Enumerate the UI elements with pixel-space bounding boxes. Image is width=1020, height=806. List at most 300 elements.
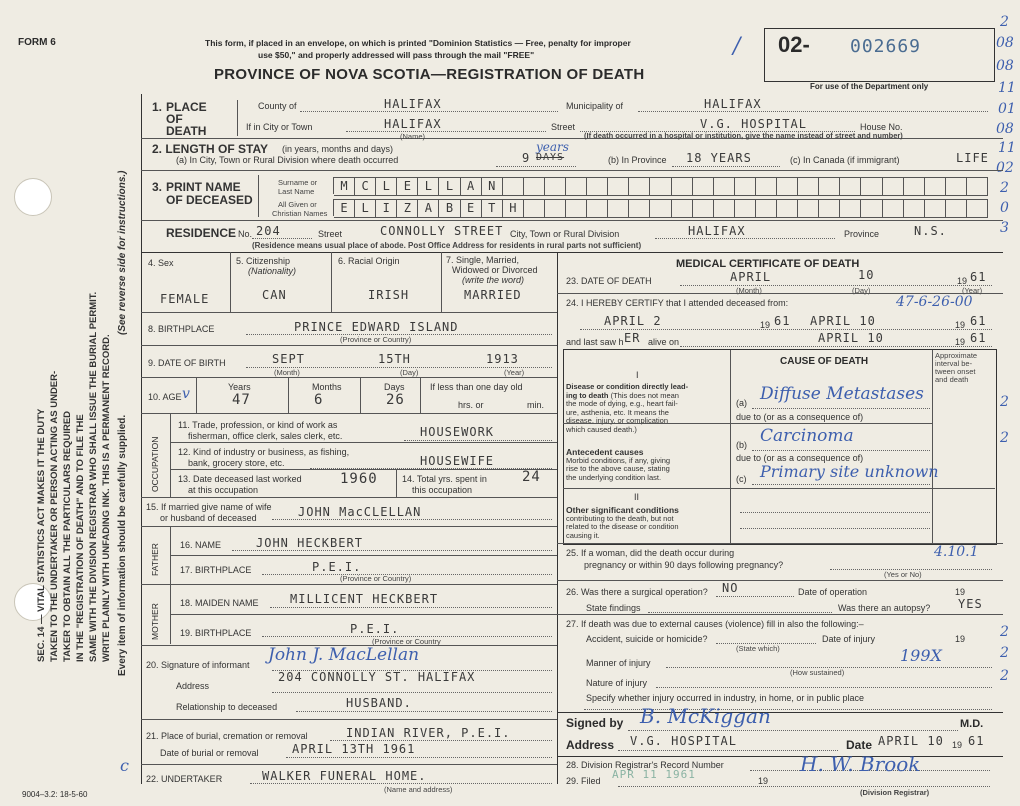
letter-box	[650, 199, 671, 218]
other-line: Other significant conditions	[566, 505, 679, 515]
letter-box: N	[482, 177, 503, 196]
residence-province: N.S.	[914, 224, 947, 238]
informant-signature: John J. MacLellan	[268, 645, 420, 665]
letter-box	[672, 199, 693, 218]
autopsy-label: Was there an autopsy?	[838, 603, 931, 613]
injury-date-label: Date of injury	[822, 634, 876, 644]
q25-label: pregnancy or within 90 days following pregnancy?	[584, 560, 784, 570]
stay-a-value: 9	[522, 151, 531, 165]
section-rule	[141, 220, 1003, 221]
due-to-b: due to (or as a consequence of)	[736, 453, 864, 463]
notice-line: WRITE PLAINLY WITH UNFADING INK. THIS IS A PERMANENT RECORD.	[101, 334, 112, 662]
row-rule	[141, 719, 557, 720]
house-label: House No.	[860, 122, 903, 132]
residence-province-label: Province	[844, 229, 880, 239]
margin-code: 02	[996, 160, 1014, 176]
row-rule	[557, 614, 1003, 615]
row-rule	[170, 442, 557, 443]
residence-note: (Residence means usual place of abode. Post Office Address for residents in rural parts not sufficient)	[252, 241, 642, 250]
margin-code: 08	[996, 35, 1014, 51]
father-prov-caption: (Province or Country)	[340, 574, 412, 583]
other-line: contributing to the death, but not	[566, 513, 674, 523]
letter-box: A	[418, 199, 439, 218]
letter-box	[756, 199, 777, 218]
stay-a-label: (a) In City, Town or Rural Division where death occurred	[176, 155, 399, 165]
autopsy-value: YES	[958, 597, 983, 611]
cell-divider	[196, 377, 197, 413]
letter-box: L	[439, 177, 460, 196]
years-label: Years	[228, 382, 251, 392]
death-year-prefix: 19	[957, 276, 968, 286]
mother-prov-caption: (Province or Country	[372, 637, 441, 646]
fill-line	[618, 786, 990, 787]
row-rule	[141, 312, 557, 313]
age-years: 47	[232, 392, 251, 408]
operation-date-label: Date of operation	[798, 587, 868, 597]
residence-label: RESIDENCE	[166, 226, 237, 240]
row-rule	[141, 584, 557, 585]
fill-line	[346, 131, 546, 132]
row-rule	[141, 526, 557, 527]
fill-line	[752, 408, 930, 409]
margin-code: 11	[998, 80, 1016, 96]
row-rule	[170, 555, 557, 556]
department-use-note: For use of the Department only	[810, 82, 929, 91]
mother-birthplace-label: 19. BIRTHPLACE	[180, 628, 252, 638]
name-label: PRINT NAME	[166, 180, 241, 194]
reverse-side-note: (See reverse side for instructions.)	[117, 170, 128, 335]
hand-199x: 199X	[900, 646, 942, 665]
given-label: Christian Names	[272, 209, 328, 218]
birthplace-value: PRINCE EDWARD ISLAND	[294, 320, 459, 334]
letter-box: M	[334, 177, 355, 196]
sex-value: FEMALE	[160, 292, 210, 306]
undertaker-caption: (Name and address)	[384, 785, 453, 794]
fill-line	[740, 512, 930, 513]
age-check: v	[182, 386, 190, 402]
letter-box	[904, 177, 925, 196]
margin-code: 2	[1000, 14, 1009, 30]
dob-day: 15TH	[378, 352, 411, 366]
cell-divider	[360, 377, 361, 413]
min-label: min.	[527, 400, 545, 410]
dob-month-caption: (Month)	[274, 368, 300, 377]
row-rule	[170, 469, 557, 470]
age-months: 6	[314, 392, 324, 408]
alive-on-label: alive on	[648, 337, 680, 347]
letter-box	[861, 177, 882, 196]
father-birthplace: P.E.I.	[312, 560, 362, 574]
antecedent-line: the underlying condition last.	[566, 472, 662, 482]
attend-to-prefix: 19	[955, 320, 966, 330]
institution-value: V.G. HOSPITAL	[700, 117, 807, 131]
fill-line	[250, 783, 552, 784]
street-label: Street	[551, 122, 576, 132]
fill-line	[628, 730, 958, 731]
letter-box	[629, 177, 650, 196]
mother-birthplace: P.E.I.	[350, 622, 400, 636]
fill-line	[740, 528, 930, 529]
fill-line	[300, 111, 558, 112]
disease-line: which caused death.)	[566, 424, 637, 434]
yes-no-caption: (Yes or No)	[884, 570, 922, 579]
md-label: M.D.	[960, 718, 984, 730]
death-date-label: 23. DATE OF DEATH	[566, 276, 652, 286]
father-name: JOHN HECKBERT	[256, 536, 363, 550]
letter-box	[587, 199, 608, 218]
stay-b-label: (b) In Province	[608, 155, 667, 165]
undertaker-value: WALKER FUNERAL HOME.	[262, 769, 427, 783]
address-label: Address	[566, 738, 615, 752]
death-day: 10	[858, 268, 875, 282]
registration-prefix: 02-	[778, 32, 810, 57]
mail-notice-line1: This form, if placed in an envelope, on which is printed "Dominion Statistics — Free, penalty for improper	[205, 38, 631, 48]
row-rule	[141, 764, 557, 765]
q14-label: this occupation	[412, 485, 473, 495]
certify-hand-code: 47-6-26-00	[896, 294, 973, 310]
accident-label: Accident, suicide or homicide?	[586, 634, 708, 644]
bracket	[237, 100, 238, 136]
frame-left	[141, 94, 142, 784]
q14-value: 24	[522, 469, 541, 485]
municipality-label: Municipality of	[566, 101, 624, 111]
margin-code: 01	[998, 101, 1016, 117]
alive-year: 61	[970, 331, 987, 345]
injury-year: 19	[955, 634, 966, 644]
letter-box	[798, 177, 819, 196]
cause-c-value: Primary site unknown	[760, 462, 939, 481]
letter-box	[756, 177, 777, 196]
letter-box	[798, 199, 819, 218]
letter-box	[566, 177, 587, 196]
cause-c-label: (c)	[736, 474, 747, 484]
roman-two: II	[634, 492, 640, 502]
fill-line	[648, 612, 832, 613]
letter-box	[587, 177, 608, 196]
letter-box	[693, 199, 714, 218]
place-label: DEATH	[166, 124, 207, 138]
death-month-caption: (Month)	[736, 286, 762, 295]
row-rule	[557, 580, 1003, 581]
fill-line	[272, 692, 552, 693]
letter-box	[946, 199, 967, 218]
letter-box	[524, 177, 545, 196]
birthplace-label: 8. BIRTHPLACE	[148, 324, 215, 334]
burial-place: INDIAN RIVER, P.E.I.	[346, 726, 511, 740]
notice-line: TAKEN TO THE UNDERTAKER OR PERSON ACTING AS UNDER-	[49, 370, 60, 662]
other-line: related to the disease or condition	[566, 522, 679, 531]
residence-city-label: City, Town or Rural Division	[510, 229, 620, 239]
disease-line: disease, injury, or complication	[566, 416, 668, 425]
informant-address-label: Address	[176, 681, 210, 691]
letter-box	[925, 199, 946, 218]
letter-box	[608, 177, 629, 196]
death-year-caption: (Year)	[962, 286, 983, 295]
filed-stamp: APR 11 1961	[612, 768, 696, 781]
city-value: HALIFAX	[384, 117, 442, 131]
antecedent-text	[566, 448, 670, 482]
antecedent-line: Morbid conditions, if any, giving	[566, 455, 671, 465]
notice-line: SAME WITH THE DIVISION REGISTRAR WHO SHALL ISSUE THE BURIAL PERMIT.	[88, 291, 99, 662]
form-number: FORM 6	[18, 37, 56, 48]
attend-from: APRIL 2	[604, 314, 662, 328]
q13-label: at this occupation	[188, 485, 259, 495]
filed-year: 19	[758, 776, 769, 786]
fill-line	[580, 329, 992, 330]
q11-value: HOUSEWORK	[420, 425, 495, 439]
letter-box	[672, 177, 693, 196]
letter-box	[883, 177, 904, 196]
letter-box: B	[439, 199, 460, 218]
margin-c-mark: c	[120, 756, 129, 775]
letter-box	[735, 177, 756, 196]
attend-from-prefix: 19	[760, 320, 771, 330]
operation-year: 19	[955, 587, 966, 597]
letter-box	[840, 199, 861, 218]
residence-street-label: Street	[318, 229, 343, 239]
place-label-num: 1.	[152, 100, 163, 114]
notice-line: IN THE "REGISTRATION OF DEATH" AND TO FILE THE	[75, 414, 86, 662]
stay-sub: (in years, months and days)	[282, 144, 394, 154]
row-rule	[557, 756, 1003, 757]
footer-code: 9004–3.2: 18-5-60	[22, 790, 88, 799]
stay-b-value: 18 YEARS	[686, 151, 752, 165]
burial-place-label: 21. Place of burial, cremation or removal	[146, 731, 308, 741]
q14-label: 14. Total yrs. spent in	[402, 474, 487, 484]
less-day-label: If less than one day old	[430, 382, 523, 392]
fill-line	[272, 519, 552, 520]
citizenship-value: CAN	[262, 288, 287, 302]
signed-by-label: Signed by	[566, 716, 624, 730]
letter-box	[777, 177, 798, 196]
dob-label: 9. DATE OF BIRTH	[148, 358, 226, 368]
letter-box	[946, 177, 967, 196]
punch-hole-top	[14, 178, 52, 216]
signed-date: APRIL 10	[878, 734, 944, 748]
q13-value: 1960	[340, 471, 378, 487]
name-caption: (Name)	[400, 132, 426, 141]
letter-box	[967, 199, 988, 218]
cause-b-value: Carcinoma	[760, 426, 854, 446]
margin-code: 08	[996, 121, 1014, 137]
attend-from-year: 61	[774, 314, 791, 328]
letter-box: E	[461, 199, 482, 218]
last-saw-her: ER	[624, 331, 641, 345]
letter-box: T	[482, 199, 503, 218]
filed-label: 29. Filed	[566, 776, 601, 786]
margin-code: 2	[1000, 394, 1009, 410]
father-side-label: FATHER	[150, 543, 160, 576]
disease-line: the mode of dying, e.g., heart fail-	[566, 399, 678, 408]
burial-date: APRIL 13TH 1961	[292, 742, 416, 756]
citizenship-label: 5. Citizenship	[236, 256, 291, 266]
q11-label: fisherman, office clerk, sales clerk, etc.	[188, 431, 343, 441]
fill-line	[330, 740, 552, 741]
cause-title: CAUSE OF DEATH	[780, 356, 869, 367]
mother-name-label: 18. MAIDEN NAME	[180, 598, 259, 608]
letter-box	[883, 199, 904, 218]
fill-line	[655, 238, 835, 239]
death-month: APRIL	[730, 270, 772, 284]
fill-line	[638, 111, 988, 112]
q15-label: 15. If married give name of wife	[146, 502, 272, 512]
q27-label: 27. If death was due to external causes (violence) fill in also the following:–	[566, 619, 864, 629]
letter-box: L	[376, 177, 397, 196]
cause-a-label: (a)	[736, 398, 747, 408]
fill-line	[752, 450, 930, 451]
certify-label: 24. I HEREBY CERTIFY that I attended deceased from:	[566, 298, 789, 308]
stay-label: 2. LENGTH OF STAY	[152, 142, 269, 156]
fill-line	[232, 550, 552, 551]
letter-box	[608, 199, 629, 218]
municipality-value: HALIFAX	[704, 97, 762, 111]
letter-box: H	[503, 199, 524, 218]
hrs-label: hrs. or	[458, 400, 484, 410]
cause-b-label: (b)	[736, 440, 747, 450]
age-days: 26	[386, 392, 405, 408]
row-rule	[563, 423, 932, 424]
cause-a-value: Diffuse Metastases	[760, 384, 924, 404]
letter-box	[967, 177, 988, 196]
section-rule	[141, 170, 1003, 171]
relationship-label: Relationship to deceased	[176, 702, 278, 712]
cell-divider	[730, 350, 731, 544]
dob-year-caption: (Year)	[504, 368, 525, 377]
residence-no-label: No.	[238, 229, 253, 239]
division-registrar-caption: (Division Registrar)	[860, 788, 930, 797]
occupation-side-label: OCCUPATION	[150, 436, 160, 492]
row-rule	[170, 614, 557, 615]
letter-box	[524, 199, 545, 218]
spouse-value: JOHN MacCLELLAN	[298, 505, 422, 519]
cell-divider	[331, 252, 332, 312]
cell-divider	[932, 350, 933, 544]
margin-code: 2	[1000, 430, 1009, 446]
letter-box	[925, 177, 946, 196]
surname-label: Surname or	[278, 178, 318, 187]
section-rule	[141, 252, 1003, 253]
other-text	[566, 506, 679, 540]
age-label: 10. AGE	[148, 392, 182, 402]
letter-box	[714, 177, 735, 196]
letter-box	[503, 177, 524, 196]
stay-a-struck: DAYS	[536, 152, 565, 163]
undertaker-label: 22. UNDERTAKER	[146, 774, 223, 784]
specify-label: Specify whether injury occurred in industry, in home, or in public place	[586, 693, 864, 703]
fill-line	[680, 346, 992, 347]
row-rule	[141, 377, 557, 378]
fill-line	[716, 596, 794, 597]
antecedent-line: Antecedent causes	[566, 447, 644, 457]
signed-year: 61	[968, 734, 985, 748]
stay-a-hand: years	[536, 140, 569, 154]
alive-on: APRIL 10	[818, 331, 884, 345]
months-label: Months	[312, 382, 342, 392]
stay-c-label: (c) In Canada (if immigrant)	[790, 155, 900, 165]
letter-box	[904, 199, 925, 218]
disease-text	[566, 383, 688, 434]
residence-street: CONNOLLY STREET	[380, 224, 504, 238]
fill-line	[286, 757, 552, 758]
death-year: 61	[970, 270, 987, 284]
letter-box	[545, 199, 566, 218]
other-line: causing it.	[566, 530, 600, 540]
father-birthplace-label: 17. BIRTHPLACE	[180, 565, 252, 575]
notice-line: TAKER TO OBTAIN ALL THE PARTICULARS REQUIRED	[62, 410, 73, 662]
mail-notice-line2: use $50," and properly addressed will pass through the mail "FREE"	[258, 50, 535, 60]
cell-divider	[230, 252, 231, 312]
name-label-num: 3.	[152, 180, 163, 194]
father-name-label: 16. NAME	[180, 540, 222, 550]
physician-address: V.G. HOSPITAL	[630, 734, 737, 748]
letter-box: Z	[397, 199, 418, 218]
record-number-label: 28. Division Registrar's Record Number	[566, 760, 724, 770]
fill-line	[656, 687, 992, 688]
marital-value: MARRIED	[464, 288, 522, 302]
margin-code: 11	[998, 140, 1016, 156]
disease-line: Disease or condition directly lead-	[566, 382, 689, 391]
q25-label: 25. If a woman, did the death occur during	[566, 548, 735, 558]
registrar-signature: H. W. Brook	[800, 752, 921, 776]
alive-year-prefix: 19	[955, 337, 966, 347]
signed-year-prefix: 19	[952, 740, 963, 750]
margin-code: 08	[996, 58, 1014, 74]
q26-label: 26. Was there a surgical operation?	[566, 587, 708, 597]
bracket	[258, 175, 259, 217]
interval-label: Approximate	[935, 351, 978, 360]
row-rule	[141, 413, 557, 414]
findings-label: State findings	[586, 603, 641, 613]
hospital-note: (If death occurred in a hospital or institution, give the name instead of street and number)	[584, 131, 903, 140]
row-rule	[563, 488, 995, 489]
letter-box: A	[461, 177, 482, 196]
surname-letter-boxes	[333, 177, 988, 194]
letter-box	[714, 199, 735, 218]
dash-mark: /	[733, 34, 741, 59]
margin-code: 3	[1000, 220, 1009, 236]
racial-value: IRISH	[368, 288, 410, 302]
letter-box	[566, 199, 587, 218]
q15-label: or husband of deceased	[160, 513, 257, 523]
citizenship-sub: (Nationality)	[248, 266, 297, 276]
mother-side-label: MOTHER	[150, 603, 160, 640]
death-day-caption: (Day)	[852, 286, 871, 295]
cell-divider	[288, 377, 289, 413]
given-letter-boxes	[333, 199, 988, 216]
letter-box	[735, 199, 756, 218]
q25-hand: 4.10.1	[934, 544, 979, 560]
vital-statistics-notice	[35, 292, 113, 662]
fill-line	[618, 750, 838, 751]
name-label: OF DECEASED	[166, 193, 253, 207]
surname-label: Last Name	[278, 187, 315, 196]
given-label: All Given or	[278, 200, 317, 209]
interval-label: interval be-	[935, 359, 973, 368]
stay-c-value: LIFE	[956, 151, 989, 165]
row-rule	[557, 712, 1003, 713]
disease-note: (This does not mean	[610, 390, 679, 400]
manner-label: Manner of injury	[586, 658, 651, 668]
registration-number: 002669	[850, 36, 922, 57]
carefully-supplied-note: Every item of information should be carefully supplied.	[117, 414, 128, 676]
letter-box	[819, 199, 840, 218]
form-title: PROVINCE OF NOVA SCOTIA—REGISTRATION OF DEATH	[214, 66, 645, 83]
fill-line	[752, 484, 930, 485]
fill-line	[496, 166, 576, 167]
birthplace-caption: (Province or Country)	[340, 335, 412, 344]
roman-one: I	[636, 370, 639, 380]
physician-signature: B. McKiggan	[640, 704, 771, 728]
